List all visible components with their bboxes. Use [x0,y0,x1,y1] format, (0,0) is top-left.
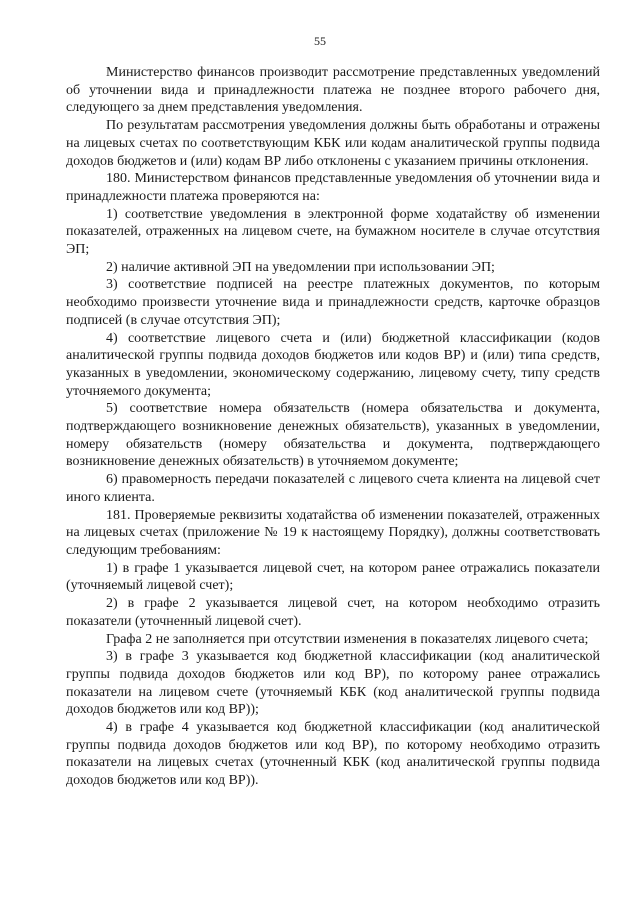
list-item-180-3: 3) соответствие подписей на реестре платежных документов, по которым необходимо произвести уточнение вида и принадлежности средств, карточке образцов подписей (в случае отсутствия ЭП); [66,277,600,328]
list-item-180-4: 4) соответствие лицевого счета и (или) бюджетной классификации (кодов аналитической группы подвида доходов бюджетов или кодов ВР) и (или) типа средств, указанных в уведомлении, экономическому содержанию, лицевому счету, типу средств уточняемого документа; [66,330,600,399]
paragraph-clause-181: 181. Проверяемые реквизиты ходатайства об изменении показателей, отраженных на лицевых счетах (приложение № 19 к настоящему Порядку), должны соответствовать следующим требованиям: [66,507,600,558]
paragraph-column-2-note: Графа 2 не заполняется при отсутствии изменения в показателях лицевого счета; [106,631,589,647]
paragraph-ministry-review: Министерство финансов производит рассмотрение представленных уведомлений об уточнении вида и принадлежности платежа не позднее второго рабочего дня, следующего за днем представления уведомления. [66,65,600,116]
paragraph-clause-180: 180. Министерством финансов представленные уведомления об уточнении вида и принадлежности платежа проверяются на: [66,171,600,204]
list-item-180-6: 6) правомерность передачи показателей с лицевого счета клиента на лицевой счет иного клиента. [66,472,600,505]
list-item-181-2: 2) в графе 2 указывается лицевой счет, на котором необходимо отразить показатели (уточненный лицевой счет). [66,596,600,629]
list-item-181-1: 1) в графе 1 указывается лицевой счет, на котором ранее отражались показатели (уточняемый лицевой счет); [66,560,600,594]
paragraph-review-results: По результатам рассмотрения уведомления должны быть обработаны и отражены на лицевых счетах по соответствующим КБК или кодам аналитической группы подвида доходов бюджетов и (или) кодам ВР либо отклонены с указанием причины отклонения. [66,118,600,169]
document-body [66,64,600,790]
page-number: 55 [314,34,326,48]
list-item-180-2: 2) наличие активной ЭП на уведомлении при использовании ЭП; [106,259,495,275]
list-item-180-1: 1) соответствие уведомления в электронной форме ходатайству об изменении показателей, отраженных на лицевом счете, на бумажном носителе в случае отсутствия ЭП; [66,206,600,258]
list-item-180-5: 5) соответствие номера обязательств (номера обязательства и документа, подтверждающего возникновение денежных обязательств), указанных в уведомлении, номеру обязательств (номеру обязательства и документа, подтверждающего возникновение денежных обязательств) в уточняемом документе; [66,401,600,470]
list-item-181-4: 4) в графе 4 указывается код бюджетной классификации (код аналитической группы подвида доходов бюджетов или код ВР), по которому необходимо отразить показатели на лицевых счетах (уточненный КБК (код аналитической группы подвида доходов бюджетов или код ВР)). [66,720,600,789]
list-item-181-3: 3) в графе 3 указывается код бюджетной классификации (код аналитической группы подвида доходов бюджетов или код ВР), по которому ранее отражались показатели на лицевом счете (уточняемый КБК (код аналитической группы подвида доходов бюджетов или код ВР)); [66,649,600,718]
